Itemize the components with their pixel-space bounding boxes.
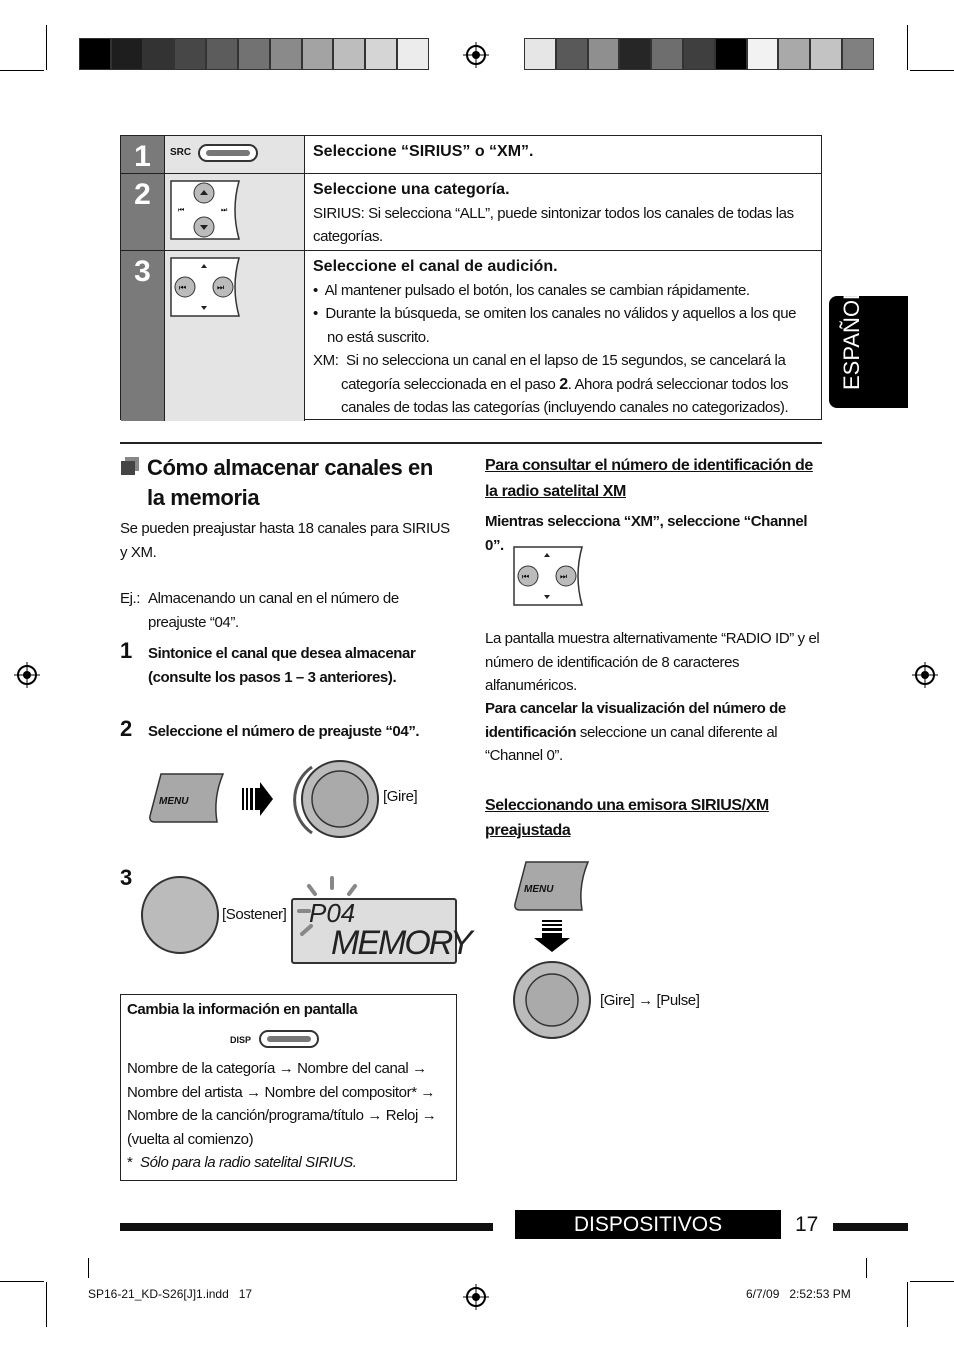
hold-label: [Sostener]	[222, 906, 287, 923]
crop-mark	[46, 1282, 47, 1327]
control-pad-updown-icon	[169, 179, 243, 241]
disp-button-icon[interactable]	[259, 1029, 321, 1049]
registration-mark-icon	[463, 1284, 489, 1310]
color-swatch	[365, 38, 397, 70]
color-swatch	[810, 38, 842, 70]
color-swatch	[683, 38, 715, 70]
color-swatch	[302, 38, 334, 70]
src-label: SRC	[170, 147, 192, 158]
step-number: 2	[120, 716, 133, 741]
control-pad-leftright-icon	[169, 256, 243, 318]
info-item: (vuelta al comienzo)	[127, 1130, 254, 1148]
color-swatch	[619, 38, 651, 70]
section-heading: Cómo almacenar canales en la memoria	[147, 455, 433, 510]
disp-label: DISP	[230, 1035, 252, 1045]
language-tab-label: ESPAÑOL	[839, 287, 864, 390]
svg-text:⏭: ⏭	[221, 206, 228, 214]
crop-mark	[866, 1258, 867, 1278]
svg-text:⏮: ⏮	[179, 283, 187, 292]
step-row-1	[121, 136, 821, 173]
subsection-heading: Para consultar el número de identificación de la radio satelital XM	[485, 457, 813, 500]
crop-mark	[910, 1281, 954, 1282]
step-row-2	[121, 173, 821, 250]
color-swatch	[397, 38, 429, 70]
crop-mark	[907, 1282, 908, 1327]
step-number: 2	[121, 174, 165, 251]
arrow-right-icon: →	[412, 1060, 427, 1077]
display-info-box	[120, 994, 457, 1181]
info-item: Nombre de la canción/programa/título	[127, 1107, 364, 1124]
arrow-right-icon: →	[246, 1083, 261, 1101]
radio-id-text: La pantalla muestra alternativamente “RADIO ID” y el número de identificación de 8 caracteres alfanuméricos.	[485, 630, 820, 694]
step-title: Seleccione el canal de audición.	[313, 258, 558, 275]
section-footer-label: DISPOSITIVOS EXTERNOS	[515, 1210, 781, 1239]
subsection-instruction: Mientras selecciona “XM”, seleccione “Channel 0”.	[485, 513, 808, 554]
step-row-3	[121, 250, 821, 420]
registration-mark-icon	[912, 662, 938, 688]
info-item: Nombre del canal	[297, 1060, 409, 1077]
step-bullet: • Al mantener pulsado el botón, los canales se cambian rápidamente.	[313, 281, 750, 299]
rotary-knob-icon[interactable]	[292, 755, 382, 845]
info-item: Nombre del compositor*	[264, 1083, 417, 1101]
step-number: 3	[120, 865, 133, 890]
xm-note: XM: Si no selecciona un canal en el lapso de 15 segundos, se cancelará la categoría seleccionada en el paso 2. Ahora podrá seleccionar todos los canales de todas las categorías (incluyendo canales no categorizados).	[313, 352, 789, 416]
crop-mark	[0, 1281, 44, 1282]
color-swatch	[79, 38, 111, 70]
lcd-display	[291, 898, 471, 964]
example-text: Almacenando un canal en el número de preajuste “04”.	[148, 590, 399, 631]
step-title: Seleccione una categoría.	[313, 181, 510, 198]
info-box-title: Cambia la información en pantalla	[127, 1001, 358, 1018]
rotate-label: [Gire]	[383, 788, 418, 805]
crop-mark	[907, 25, 908, 70]
menu-button-label: MENU	[159, 796, 189, 807]
step-number: 1	[120, 638, 133, 663]
arrow-right-icon: →	[638, 992, 653, 1009]
knob-hold-icon[interactable]	[140, 875, 220, 955]
color-swatch	[715, 38, 747, 70]
example-label: Ej.:	[120, 590, 141, 607]
step-text	[313, 178, 813, 249]
step-icon-cell	[165, 174, 305, 251]
step-instruction: Sintonice el canal que desea almacenar (consulte los pasos 1 – 3 anteriores).	[148, 645, 416, 686]
page-number: 17	[795, 1213, 819, 1236]
step-icon-cell	[165, 251, 305, 421]
color-swatch	[270, 38, 302, 70]
footer-rule-left	[120, 1223, 493, 1231]
svg-text:⏭: ⏭	[560, 572, 568, 581]
color-swatch	[588, 38, 620, 70]
info-item: Nombre de la categoría	[127, 1060, 275, 1077]
color-swatch	[556, 38, 588, 70]
timestamp: 6/7/09 2:52:53 PM	[746, 1287, 851, 1301]
step-number: 1	[121, 136, 165, 173]
crop-mark	[46, 25, 47, 70]
memory-display-text: MEMORY	[331, 924, 471, 962]
registration-mark-icon	[14, 662, 40, 688]
color-swatch	[206, 38, 238, 70]
arrow-right-icon: →	[420, 1083, 436, 1101]
info-item: Nombre del artista	[127, 1083, 243, 1101]
registration-mark-icon	[463, 42, 489, 68]
menu-button[interactable]	[512, 860, 592, 912]
footnote-mark: *	[127, 1154, 133, 1171]
color-swatch	[143, 38, 175, 70]
color-swatch	[778, 38, 810, 70]
color-swatch	[238, 38, 270, 70]
rotate-press-label: [Gire] → [Pulse]	[600, 992, 700, 1009]
section-square-icon	[121, 457, 139, 475]
footer-rule-right	[833, 1223, 908, 1231]
language-tab	[829, 287, 908, 408]
control-pad-leftright-icon[interactable]	[512, 545, 586, 607]
step-bullet: • Durante la búsqueda, se omiten los canales no válidos y aquellos a los que no está suscrito.	[313, 305, 797, 346]
svg-text:⏭: ⏭	[217, 283, 225, 292]
preset-number-display: P04	[309, 898, 356, 928]
svg-text:⏮: ⏮	[178, 206, 185, 214]
arrow-right-icon: →	[278, 1060, 294, 1077]
color-swatch	[651, 38, 683, 70]
step-title: Seleccione “SIRIUS” o “XM”.	[313, 143, 534, 160]
color-swatch	[333, 38, 365, 70]
info-sequence	[127, 1057, 457, 1175]
step-description: SIRIUS: Si selecciona “ALL”, puede sintonizar todos los canales de todas las categorías.	[313, 204, 794, 245]
step-icon-cell	[165, 136, 305, 173]
rotary-knob-icon[interactable]	[512, 960, 592, 1040]
crop-mark	[88, 1258, 89, 1278]
menu-button[interactable]	[147, 772, 227, 824]
arrow-right-icon: →	[421, 1107, 437, 1124]
color-swatch	[111, 38, 143, 70]
info-item: Reloj	[385, 1107, 418, 1124]
crop-mark	[910, 70, 954, 71]
color-swatch	[174, 38, 206, 70]
intro-text: Se pueden preajustar hasta 18 canales para SIRIUS y XM.	[120, 520, 450, 561]
step-instruction: Seleccione el número de preajuste “04”.	[148, 723, 420, 740]
arrow-right-icon	[240, 780, 274, 818]
arrow-right-icon: →	[367, 1107, 382, 1124]
cancel-id-text: Para cancelar la visualización del número de identificación seleccione un canal diferente al “Channel 0”.	[485, 700, 786, 764]
step-text	[313, 140, 813, 164]
src-button-icon	[198, 143, 260, 163]
menu-button-label: MENU	[524, 884, 554, 895]
color-swatch	[842, 38, 874, 70]
color-swatch	[747, 38, 779, 70]
color-swatch	[524, 38, 556, 70]
footnote-text: Sólo para la radio satelital SIRIUS.	[139, 1154, 357, 1171]
arrow-down-icon	[532, 918, 572, 954]
crop-mark	[0, 70, 44, 71]
section-divider	[120, 442, 822, 444]
subsection-heading: Seleccionando una emisora SIRIUS/XM preajustada	[485, 797, 769, 839]
step-text	[313, 255, 813, 420]
svg-text:⏮: ⏮	[522, 572, 530, 581]
steps-table	[120, 135, 822, 420]
file-slug: SP16-21_KD-S26[J]1.indd 17	[88, 1287, 253, 1301]
step-number: 3	[121, 251, 165, 421]
